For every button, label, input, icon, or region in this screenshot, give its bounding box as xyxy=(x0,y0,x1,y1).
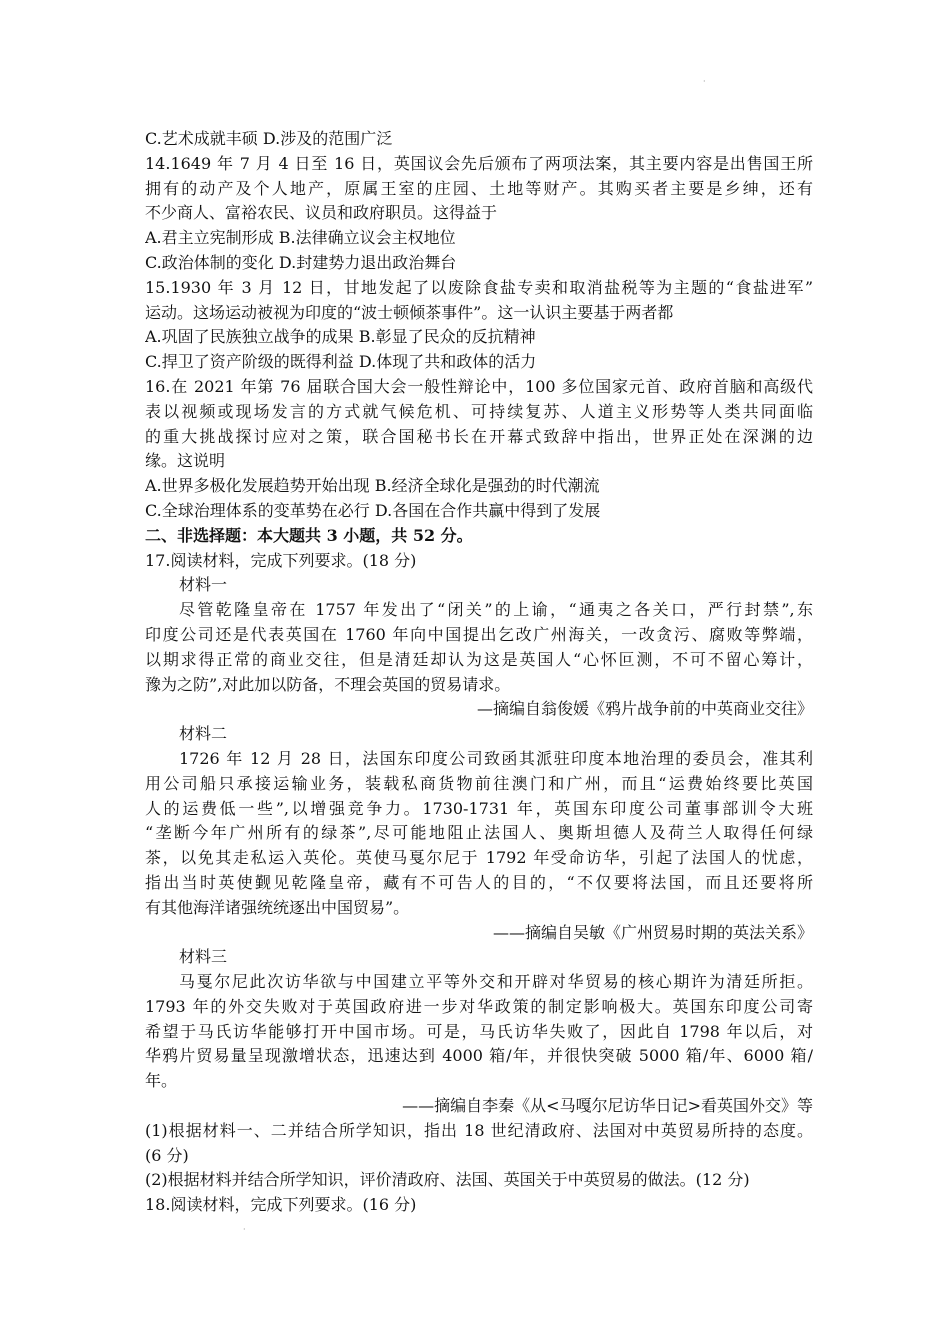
material-2-text: “垄断今年广州所有的绿茶”,尽可能地阻止法国人、奥斯坦德人及荷兰人取得任何绿 xyxy=(145,823,813,843)
question-14-text: 拥有的动产及个人地产，原属王室的庄园、土地等财产。其购买者主要是乡绅，还有 xyxy=(145,178,813,198)
material-label: 材料二 xyxy=(179,724,228,744)
material-2-source: ——摘编自吴敏《广州贸易时期的英法关系》 xyxy=(492,922,813,942)
material-3-text: 希望于马氏访华能够打开中国市场。可是，马氏访华失败了，因此自 1798 年以后，对 xyxy=(145,1021,813,1041)
question-15-text: 15.1930 年 3 月 12 日，甘地发起了以废除食盐专卖和取消盐税等为主题的“食盐进军” xyxy=(145,277,813,297)
material-2-text: 有其他海洋诸强统统逐出中国贸易”。 xyxy=(145,897,410,917)
question-14-option: A.君主立宪制形成 B.法律确立议会主权地位 xyxy=(145,228,456,248)
material-2-text: 茶，以免其走私运入英伦。英使马戛尔尼于 1792 年受命访华，引起了法国人的忧虑， xyxy=(145,848,813,868)
material-2-text: 指出当时英使觐见乾隆皇帝，藏有不可告人的目的，“不仅要将法国，而且还要将所 xyxy=(145,872,813,892)
material-3-text: 马戛尔尼此次访华欲与中国建立平等外交和开辟对华贸易的核心期许为清廷所拒。 xyxy=(179,972,813,992)
question-17-subquestion: (1)根据材料一、二并结合所学知识，指出 18 世纪清政府、法国对中英贸易所持的态度。 xyxy=(145,1120,813,1140)
material-2-text: 1726 年 12 月 28 日，法国东印度公司致函其派驻印度本地治理的委员会，准其利 xyxy=(179,748,813,768)
material-3-text: 1793 年的外交失败对于英国政府进一步对华政策的制定影响极大。英国东印度公司寄 xyxy=(145,996,813,1016)
question-16-text: 16.在 2021 年第 76 届联合国大会一般性辩论中，100 多位国家元首、政府首脑和高级代 xyxy=(145,376,813,396)
question-14-text: 不少商人、富裕农民、议员和政府职员。这得益于 xyxy=(145,203,498,223)
material-1-source: —摘编自翁俊媛《鸦片战争前的中英商业交往》 xyxy=(476,699,813,719)
material-3-text: 华鸦片贸易量呈现激增状态，迅速达到 4000 箱/年，并很快突破 5000 箱/年、6000 箱/ xyxy=(145,1046,813,1066)
question-15-option: A.巩固了民族独立战争的成果 B.彰显了民众的反抗精神 xyxy=(145,327,536,347)
question-16-option: C.全球治理体系的变革势在必行 D.各国在合作共赢中得到了发展 xyxy=(145,500,601,520)
question-16-text: 缘。这说明 xyxy=(145,451,226,471)
material-label: 材料一 xyxy=(179,575,228,595)
question-17-title: 17.阅读材料，完成下列要求。(18 分) xyxy=(145,550,417,570)
material-1-text: 豫为之防”,对此加以防备，不理会英国的贸易请求。 xyxy=(145,674,511,694)
question-16-text: 表以视频或现场发言的方式就气候危机、可持续复苏、人道主义形势等人类共同面临 xyxy=(145,401,813,421)
section-heading: 二、非选择题：本大题共 3 小题，共 52 分。 xyxy=(145,525,473,545)
material-1-text: 尽管乾隆皇帝在 1757 年发出了“闭关”的上谕，“通夷之各关口，严行封禁”,东 xyxy=(179,600,813,620)
question-17-subquestion: (6 分) xyxy=(145,1145,189,1165)
decorative-dot: · xyxy=(243,1225,246,1234)
material-1-text: 以期求得正常的商业交往，但是清廷却认为这是英国人“心怀叵测，不可不留心筹计， xyxy=(145,649,813,669)
question-14-text: 14.1649 年 7 月 4 日至 16 日，英国议会先后颁布了两项法案，其主要内容是出售国王所 xyxy=(145,153,813,173)
question-17-subquestion: (2)根据材料并结合所学知识，评价清政府、法国、英国关于中英贸易的做法。(12 分) xyxy=(145,1170,750,1190)
material-2-text: 人的运费低一些”,以增强竞争力。1730-1731 年，英国东印度公司董事部训令大班 xyxy=(145,798,813,818)
material-3-text: 年。 xyxy=(145,1071,178,1091)
option-line: C.艺术成就丰硕 D.涉及的范围广泛 xyxy=(145,129,393,148)
material-2-text: 用公司船只承接运输业务，装载私商货物前往澳门和广州，而且“运费始终要比英国 xyxy=(145,773,813,793)
question-15-text: 运动。这场运动被视为印度的“波士顿倾茶事件”。这一认识主要基于两者都 xyxy=(145,302,674,322)
exam-content xyxy=(145,127,813,1218)
material-3-source: ——摘编自李秦《从<马嘎尔尼访华日记>看英国外交》等 xyxy=(402,1096,813,1116)
material-1-text: 印度公司还是代表英国在 1760 年向中国提出乞改广州海关，一改贪污、腐败等弊端， xyxy=(145,624,813,644)
decorative-dot: · xyxy=(703,77,706,86)
material-label: 材料三 xyxy=(179,947,228,967)
question-16-option: A.世界多极化发展趋势开始出现 B.经济全球化是强劲的时代潮流 xyxy=(145,476,600,496)
question-18-title: 18.阅读材料，完成下列要求。(16 分) xyxy=(145,1195,417,1215)
question-14-option: C.政治体制的变化 D.封建势力退出政治舞台 xyxy=(145,252,457,272)
question-16-text: 的重大挑战探讨应对之策，联合国秘书长在开幕式致辞中指出，世界正处在深渊的边 xyxy=(145,426,813,446)
question-15-option: C.捍卫了资产阶级的既得利益 D.体现了共和政体的活力 xyxy=(145,352,537,372)
